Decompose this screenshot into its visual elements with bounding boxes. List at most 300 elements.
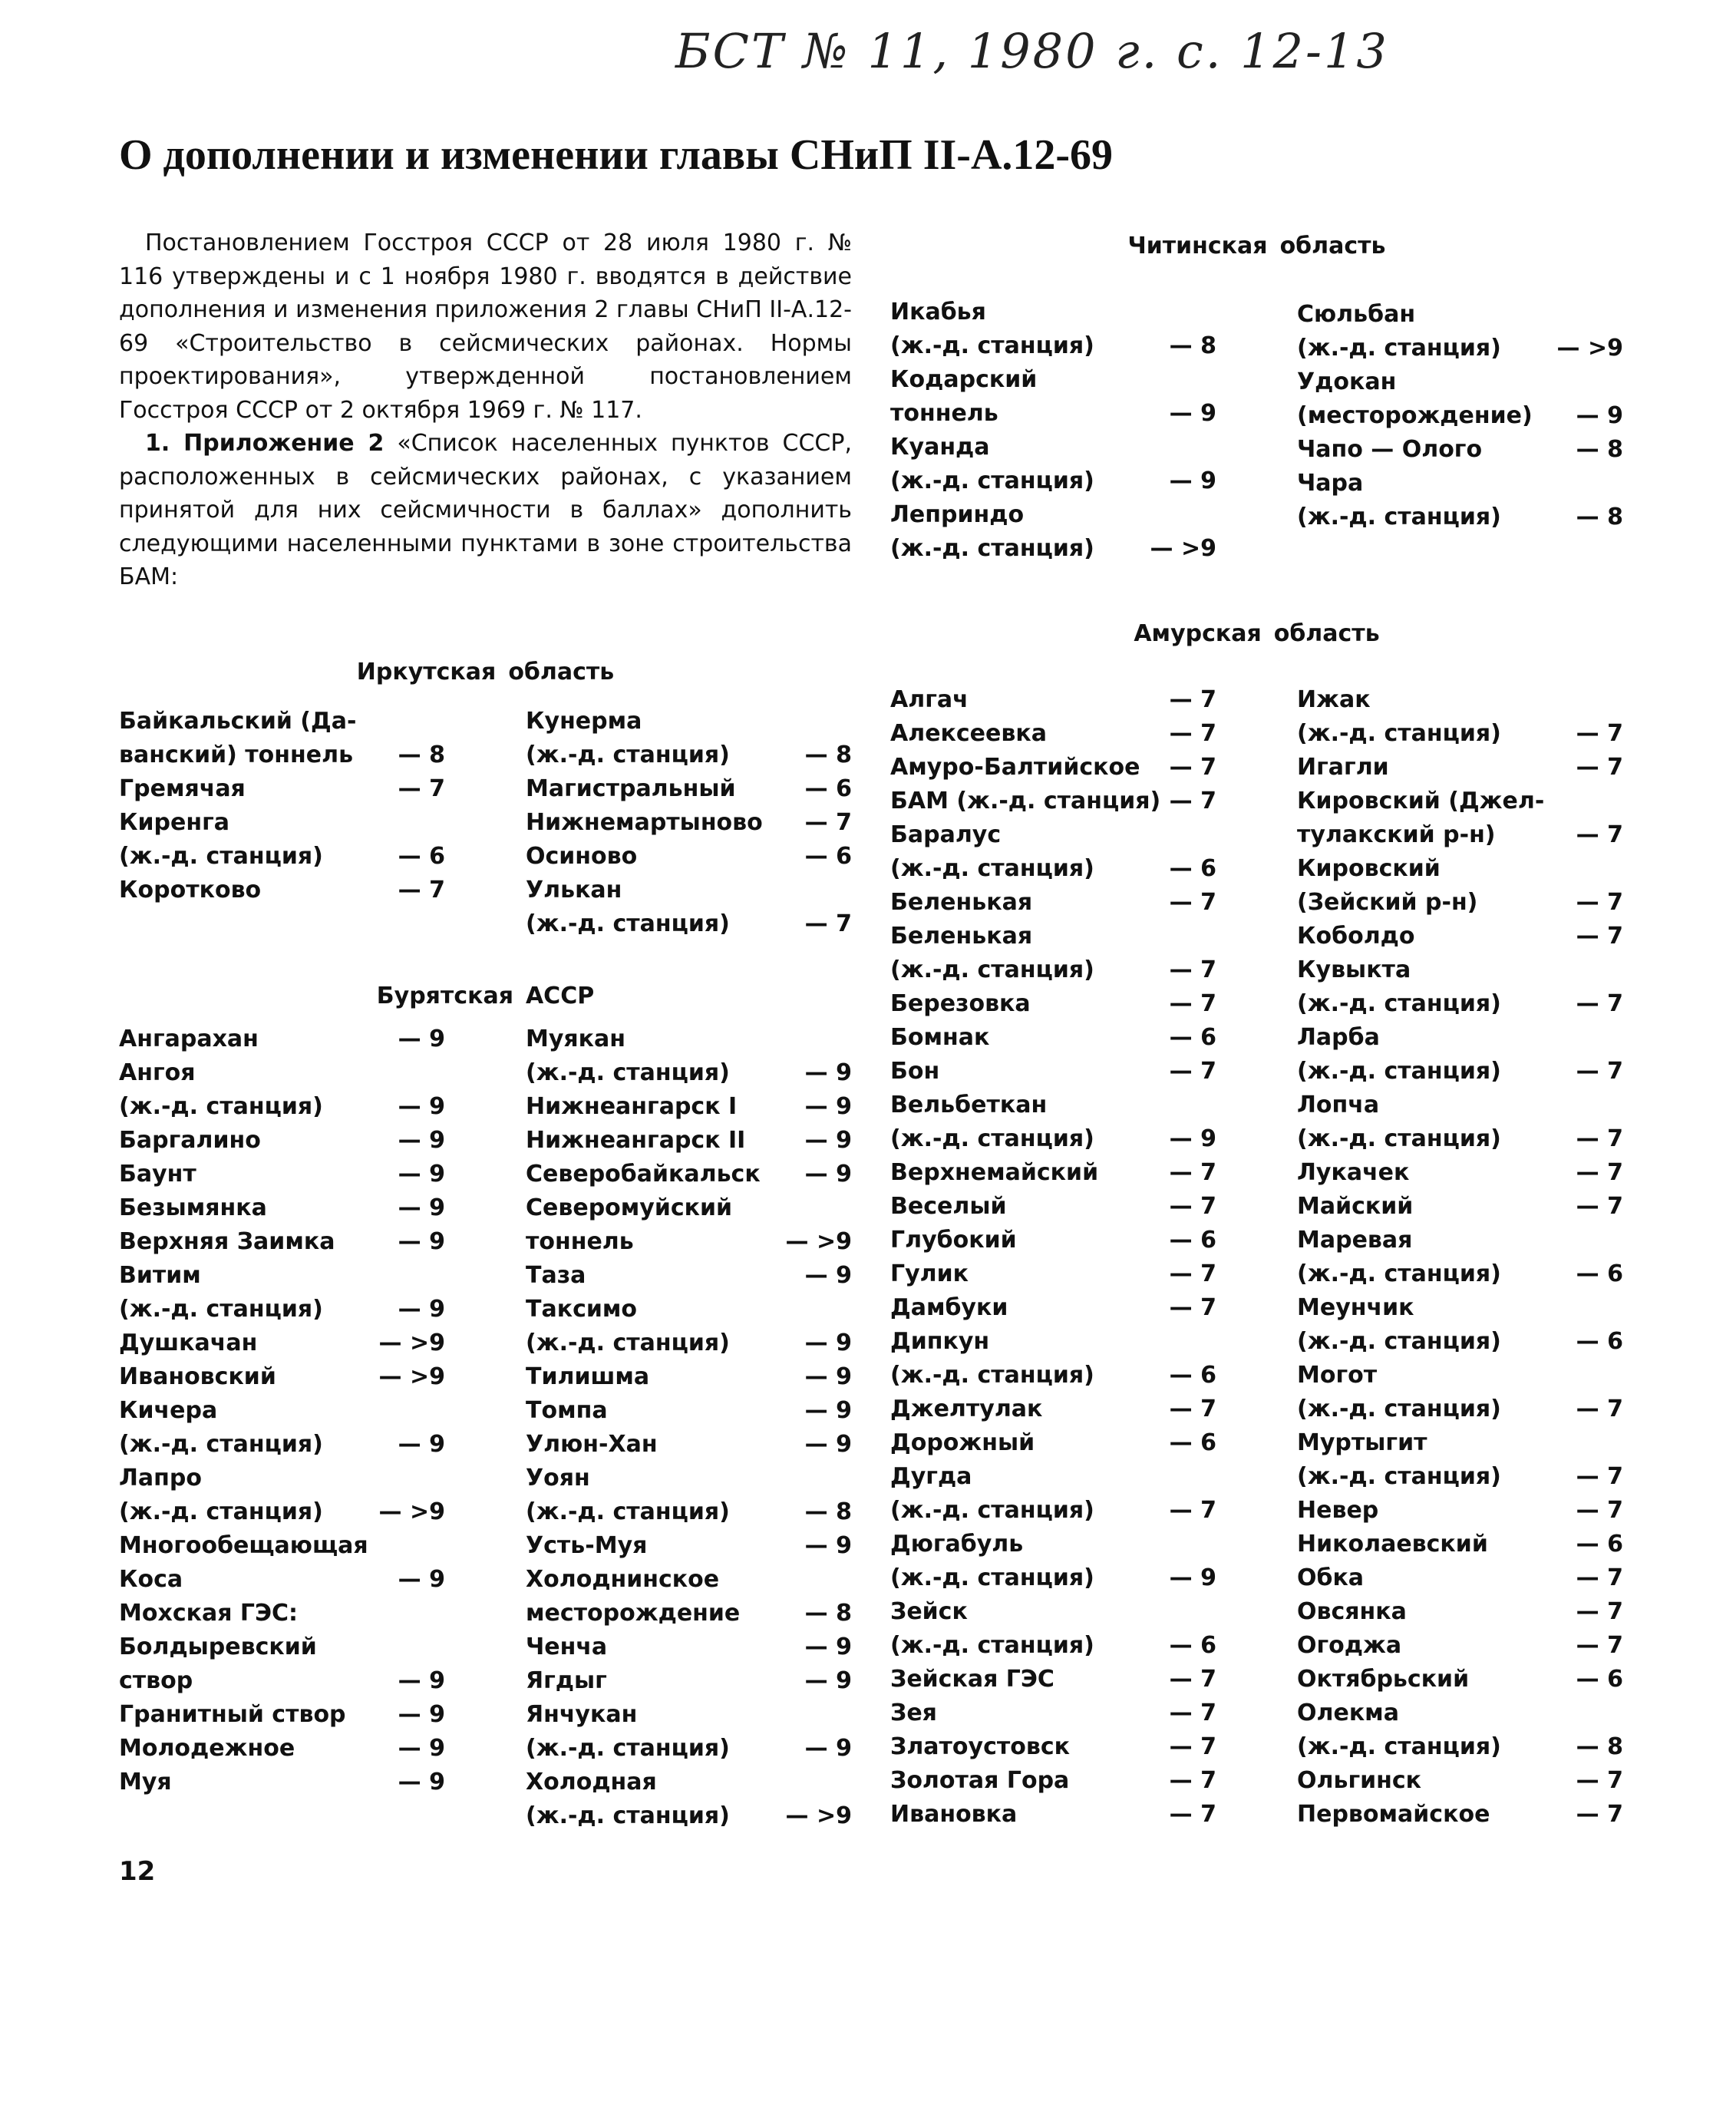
place-name-line: Душкачан <box>119 1330 258 1356</box>
place-name <box>526 1664 805 1698</box>
place-name <box>1297 1561 1576 1595</box>
place-name-line: Магистральный <box>526 775 736 802</box>
list-item <box>1297 433 1623 467</box>
place-name-line: (ж.-д. станция) <box>890 956 1094 983</box>
place-name-line: Невер <box>1297 1497 1379 1524</box>
list-item <box>526 1293 852 1360</box>
place-name <box>526 1428 805 1462</box>
list-item <box>890 1224 1216 1257</box>
list-item <box>1297 1629 1623 1663</box>
list-item <box>526 1529 852 1563</box>
place-name-line: Лапро <box>119 1465 202 1492</box>
place-name <box>890 1595 1170 1663</box>
list-item <box>1297 298 1623 365</box>
place-name <box>526 705 805 772</box>
seismicity-value: — 7 <box>1169 1294 1216 1321</box>
place-name <box>1297 1798 1576 1832</box>
list-item <box>890 1426 1216 1460</box>
list-item <box>1297 1089 1623 1156</box>
place-name-line: (ж.-д. станция) <box>890 1564 1094 1591</box>
seismicity-value: — 7 <box>398 775 445 802</box>
place-name-line: Улькан <box>526 877 622 904</box>
seismicity-value: — 8 <box>398 742 445 768</box>
list-item <box>890 1460 1216 1528</box>
seismicity-value: — 8 <box>1576 1733 1623 1760</box>
place-name-line: Дипкун <box>890 1328 990 1355</box>
place-name-line: (ж.-д. станция) <box>1297 1260 1501 1287</box>
list-item <box>890 1730 1216 1764</box>
place-name <box>890 785 1170 818</box>
seismicity-value: — 7 <box>1576 1193 1623 1220</box>
list-item <box>890 1696 1216 1730</box>
place-name-line: Томпа <box>526 1397 608 1424</box>
place-name <box>890 1089 1170 1156</box>
place-name-line: Нижнеангарск I <box>526 1093 738 1120</box>
place-name <box>1297 1224 1576 1291</box>
place-name <box>526 1022 805 1090</box>
seismicity-value: — 9 <box>804 1161 852 1188</box>
list-item <box>890 296 1216 363</box>
place-name-line: Таксимо <box>526 1296 638 1323</box>
place-name-line: Икабья <box>890 299 986 325</box>
place-name <box>119 1022 398 1056</box>
place-name <box>119 1462 379 1529</box>
buryat-list-right <box>526 1022 852 1833</box>
place-name-line: Чара <box>1297 470 1364 497</box>
list-item <box>526 1360 852 1394</box>
seismicity-value: — 9 <box>1169 1125 1216 1152</box>
list-item <box>890 1190 1216 1224</box>
place-name <box>890 1696 1170 1730</box>
place-name <box>890 886 1170 920</box>
seismicity-value: — 9 <box>398 1769 445 1796</box>
list-item <box>526 1394 852 1428</box>
seismicity-value: — 7 <box>1576 1767 1623 1794</box>
place-name <box>526 1462 805 1529</box>
place-name-line: Нижнеангарск II <box>526 1127 746 1154</box>
list-item <box>526 1766 852 1833</box>
place-name <box>119 705 398 772</box>
place-name <box>1297 298 1557 365</box>
place-name-line: Обка <box>1297 1564 1365 1591</box>
place-name-line: Коротково <box>119 877 262 904</box>
seismicity-value: — 9 <box>804 1127 852 1154</box>
place-name-line: (месторождение) <box>1297 402 1533 429</box>
page-title: О дополнении и изменении главы СНиП II-А.12-69 <box>119 131 1114 179</box>
place-name-line: Ангарахан <box>119 1026 259 1052</box>
place-name <box>119 1597 445 1630</box>
seismicity-value: — 7 <box>1576 1396 1623 1422</box>
place-name-line: (ж.-д. станция) <box>890 855 1094 882</box>
list-item <box>890 1325 1216 1392</box>
irkutsk-list-left <box>119 705 445 907</box>
place-name-line: Верхняя Заимка <box>119 1228 335 1255</box>
seismicity-value: — 8 <box>804 1600 852 1627</box>
seismicity-value: — 7 <box>804 809 852 836</box>
place-name-line: (ж.-д. станция) <box>526 1802 730 1829</box>
place-name <box>1297 467 1576 534</box>
seismicity-value: — 6 <box>1169 1429 1216 1456</box>
list-item <box>1297 1426 1623 1494</box>
place-name-line: Байкальский (Да- <box>119 708 357 735</box>
seismicity-value: — 7 <box>1169 1058 1216 1085</box>
place-name <box>119 1360 379 1394</box>
seismicity-value: — 9 <box>398 1431 445 1458</box>
list-item <box>1297 1359 1623 1426</box>
seismicity-value: — 9 <box>804 1059 852 1086</box>
place-name-line: Молодежное <box>119 1735 295 1762</box>
place-name-line: Коса <box>119 1566 183 1593</box>
list-item <box>119 1158 445 1191</box>
seismicity-value: — 9 <box>804 1363 852 1390</box>
place-name-line: (Зейский р-н) <box>1297 889 1478 916</box>
place-name <box>1297 1696 1576 1764</box>
section-amur-word-2: область <box>1273 620 1380 647</box>
seismicity-value: — 9 <box>398 1026 445 1052</box>
place-name <box>526 840 805 874</box>
place-name <box>1297 1595 1576 1629</box>
place-name-line: (ж.-д. станция) <box>1297 720 1501 747</box>
place-name-line: Ивановка <box>890 1801 1018 1828</box>
place-name <box>1297 1663 1576 1696</box>
list-item <box>890 1257 1216 1291</box>
place-name <box>890 1764 1170 1798</box>
place-name-line: Баунт <box>119 1161 196 1188</box>
place-name-line: Болдыревский <box>119 1634 317 1660</box>
list-item <box>1297 751 1623 785</box>
place-name-line: (ж.-д. станция) <box>1297 1463 1501 1490</box>
place-name <box>526 1124 805 1158</box>
place-name-line: ванский) тоннель <box>119 742 354 768</box>
seismicity-value: — 7 <box>1169 1733 1216 1760</box>
place-name-line: (ж.-д. станция) <box>1297 1058 1501 1085</box>
seismicity-value: — 7 <box>1576 1497 1623 1524</box>
place-name <box>890 1257 1170 1291</box>
irkutsk-list-right <box>526 705 852 941</box>
seismicity-value: — 9 <box>398 1127 445 1154</box>
seismicity-value: — 7 <box>1576 1801 1623 1828</box>
place-name-line: Глубокий <box>890 1227 1017 1254</box>
seismicity-value: — >9 <box>378 1363 445 1390</box>
seismicity-value: — 9 <box>398 1701 445 1728</box>
place-name <box>526 1360 805 1394</box>
place-name-line: (ж.-д. станция) <box>1297 1733 1501 1760</box>
place-name-line: (ж.-д. станция) <box>890 1125 1094 1152</box>
intro-text <box>119 226 852 594</box>
list-item <box>890 785 1216 818</box>
seismicity-value: — 9 <box>1169 400 1216 427</box>
list-item <box>890 1798 1216 1832</box>
place-name-line: Витим <box>119 1262 201 1289</box>
seismicity-value: — 9 <box>398 1296 445 1323</box>
place-name-line: Маревая <box>1297 1227 1413 1254</box>
seismicity-value: — 9 <box>804 1431 852 1458</box>
place-name <box>890 1798 1170 1832</box>
place-name-line: Холодная <box>526 1769 657 1796</box>
seismicity-value: — 7 <box>1169 956 1216 983</box>
place-name <box>1297 1426 1576 1494</box>
list-item <box>526 705 852 772</box>
list-item <box>526 1191 852 1259</box>
seismicity-value: — 7 <box>398 877 445 904</box>
list-item <box>890 1528 1216 1595</box>
seismicity-value: — 7 <box>1169 1767 1216 1794</box>
list-item <box>526 772 852 806</box>
place-name <box>526 1698 805 1766</box>
place-name-line: (ж.-д. станция) <box>1297 1396 1501 1422</box>
seismicity-value: — 7 <box>1576 1058 1623 1085</box>
place-name-line: (ж.-д. станция) <box>890 1362 1094 1389</box>
place-name <box>1297 953 1576 1021</box>
seismicity-value: — 9 <box>398 1161 445 1188</box>
place-name-line: Ларба <box>1297 1024 1380 1051</box>
place-name <box>119 1259 398 1326</box>
list-item <box>526 874 852 941</box>
seismicity-value: — 7 <box>1576 1159 1623 1186</box>
place-name-line: Улюн-Хан <box>526 1431 658 1458</box>
seismicity-value: — 7 <box>1576 1632 1623 1659</box>
section-buryat-word-2: АССР <box>525 983 595 1009</box>
section-chita-heading <box>890 233 1623 259</box>
page-number: 12 <box>119 1856 156 1887</box>
place-name <box>526 1090 805 1124</box>
seismicity-value: — 9 <box>398 1228 445 1255</box>
place-name <box>890 920 1170 987</box>
buryat-list-left <box>119 1022 445 1799</box>
place-name <box>890 683 1170 717</box>
intro-paragraph-1: Постановлением Госстроя СССР от 28 июля 1980 г. № 116 утверждены и с 1 ноября 1980 г. вводятся в действие дополнения и изменения приложения 2 главы СНиП II-А.12-69 «Строительство в сейсмических районах. Нормы проектирования», утвержденной постановлением Госстроя СССР от 2 октября 1969 г. № 117. <box>119 230 852 424</box>
place-name <box>890 717 1170 751</box>
place-name <box>1297 1494 1576 1528</box>
place-name <box>890 498 1150 566</box>
list-item <box>119 874 445 907</box>
list-item <box>526 1259 852 1293</box>
place-name-line: Бомнак <box>890 1024 990 1051</box>
list-item <box>1297 683 1623 751</box>
place-name-line: Баргалино <box>119 1127 261 1154</box>
list-item <box>1297 1561 1623 1595</box>
list-item <box>1297 785 1623 852</box>
seismicity-value: — 6 <box>1169 1024 1216 1051</box>
list-item <box>526 1022 852 1090</box>
place-name-line: Муякан <box>526 1026 626 1052</box>
seismicity-value: — 9 <box>804 1634 852 1660</box>
seismicity-value: — 7 <box>1169 788 1216 814</box>
place-name <box>890 987 1170 1021</box>
place-name-line: (ж.-д. станция) <box>1297 504 1501 530</box>
list-item <box>1297 1190 1623 1224</box>
place-name <box>1297 1359 1576 1426</box>
section-irkutsk-heading <box>119 659 852 685</box>
list-item <box>890 1156 1216 1190</box>
section-amur-word-1: Амурская <box>1134 620 1262 647</box>
place-name-line: Олекма <box>1297 1700 1399 1726</box>
place-name <box>1297 1528 1576 1561</box>
seismicity-value: — 8 <box>804 742 852 768</box>
list-item <box>890 717 1216 751</box>
place-name <box>526 1630 805 1664</box>
place-name-line: Дюгабуль <box>890 1531 1024 1558</box>
place-name <box>119 1326 379 1360</box>
place-name-line: Вельбеткан <box>890 1092 1048 1118</box>
place-name-line: Осиново <box>526 843 638 870</box>
list-item <box>119 1360 445 1394</box>
list-item <box>1297 1494 1623 1528</box>
place-name <box>119 1056 398 1124</box>
place-name <box>119 1225 398 1259</box>
list-item <box>119 1529 445 1597</box>
place-name-line: Веселый <box>890 1193 1007 1220</box>
place-name <box>526 1394 805 1428</box>
list-item <box>890 1291 1216 1325</box>
place-name <box>890 1663 1170 1696</box>
place-name <box>119 1529 398 1597</box>
place-name-line: Усть-Муя <box>526 1532 648 1559</box>
seismicity-value: — 9 <box>804 1735 852 1762</box>
section-buryat-heading <box>119 983 852 1009</box>
place-name <box>526 1293 805 1360</box>
list-item <box>526 1158 852 1191</box>
place-name-line: месторождение <box>526 1600 741 1627</box>
list-item <box>890 1089 1216 1156</box>
seismicity-value: — 7 <box>1576 821 1623 848</box>
place-name-line: Могот <box>1297 1362 1378 1389</box>
list-item <box>1297 1291 1623 1359</box>
list-item <box>1297 365 1623 433</box>
place-name <box>526 874 805 941</box>
place-name <box>526 806 805 840</box>
place-name-line: Алексеевка <box>890 720 1047 747</box>
list-item <box>890 498 1216 566</box>
place-name-line: (ж.-д. станция) <box>890 1497 1094 1524</box>
seismicity-value: — 7 <box>1169 686 1216 713</box>
place-name <box>1297 785 1576 852</box>
seismicity-value: — 6 <box>1576 1328 1623 1355</box>
place-name-line: Кунерма <box>526 708 642 735</box>
seismicity-value: — 9 <box>804 1262 852 1289</box>
seismicity-value: — 9 <box>804 1397 852 1424</box>
seismicity-value: — 9 <box>804 1532 852 1559</box>
seismicity-value: — 6 <box>1169 1227 1216 1254</box>
place-name-line: Коболдо <box>1297 923 1415 950</box>
place-name-line: Ижак <box>1297 686 1371 713</box>
list-item <box>119 1191 445 1225</box>
seismicity-value: — 7 <box>1169 1396 1216 1422</box>
place-name <box>119 1158 398 1191</box>
place-name-line: Таза <box>526 1262 586 1289</box>
seismicity-value: — 7 <box>1169 990 1216 1017</box>
place-name-line: Октябрьский <box>1297 1666 1470 1693</box>
place-name <box>890 1460 1170 1528</box>
place-name-line: створ <box>119 1667 193 1694</box>
place-name-line: Гулик <box>890 1260 969 1287</box>
place-name-line: Холоднинское <box>526 1566 720 1593</box>
seismicity-value: — 6 <box>1576 1666 1623 1693</box>
seismicity-value: — 9 <box>398 1735 445 1762</box>
place-name-line: (ж.-д. станция) <box>890 535 1094 562</box>
place-name-line: (ж.-д. станция) <box>119 843 323 870</box>
seismicity-value: — 6 <box>1576 1260 1623 1287</box>
list-item <box>890 886 1216 920</box>
list-item <box>526 806 852 840</box>
place-name <box>119 1766 398 1799</box>
seismicity-value: — 7 <box>1576 1463 1623 1490</box>
place-name <box>1297 365 1576 433</box>
place-name-line: Баралус <box>890 821 1002 848</box>
place-name-line: Ягдыг <box>526 1667 607 1694</box>
seismicity-value: — 9 <box>804 1667 852 1694</box>
place-name <box>1297 683 1576 751</box>
seismicity-value: — 8 <box>1576 504 1623 530</box>
place-name <box>119 1191 398 1225</box>
list-item <box>119 1056 445 1124</box>
place-name-line: Леприндо <box>890 501 1025 528</box>
seismicity-value: — 6 <box>1169 1632 1216 1659</box>
amur-list-left <box>890 683 1216 1832</box>
place-name <box>890 1055 1170 1089</box>
seismicity-value: — 7 <box>1169 1801 1216 1828</box>
place-name <box>1297 1156 1576 1190</box>
list-item <box>1297 1528 1623 1561</box>
place-name-line: тулакский р-н) <box>1297 821 1496 848</box>
place-name-line: БАМ (ж.-д. станция) <box>890 788 1161 814</box>
list-item <box>119 1326 445 1360</box>
seismicity-value: — 7 <box>1576 990 1623 1017</box>
place-name-line: Меунчик <box>1297 1294 1414 1321</box>
list-item <box>890 1595 1216 1663</box>
place-name <box>526 1158 805 1191</box>
list-item <box>1297 852 1623 920</box>
section-irkutsk-word-1: Иркутская <box>356 659 497 685</box>
seismicity-value: — 6 <box>804 843 852 870</box>
place-name <box>1297 852 1576 920</box>
list-item <box>890 431 1216 498</box>
place-name <box>119 1732 398 1766</box>
place-name-line: Ивановский <box>119 1363 276 1390</box>
list-item <box>119 1259 445 1326</box>
list-item <box>890 1663 1216 1696</box>
place-name-line: Первомайское <box>1297 1801 1490 1828</box>
list-item <box>526 1630 852 1664</box>
place-name-line: Игагли <box>1297 754 1389 781</box>
list-item <box>890 1055 1216 1089</box>
list-item <box>1297 1021 1623 1089</box>
seismicity-value: — 9 <box>398 1566 445 1593</box>
place-name-line: Зея <box>890 1700 937 1726</box>
place-name-line: (ж.-д. станция) <box>1297 990 1501 1017</box>
seismicity-value: — 7 <box>1169 1497 1216 1524</box>
list-item <box>890 987 1216 1021</box>
list-item <box>119 1124 445 1158</box>
place-name-line: Чапо — Ологo <box>1297 436 1483 463</box>
seismicity-value: — 9 <box>1169 1564 1216 1591</box>
list-item <box>526 840 852 874</box>
list-item <box>119 1394 445 1462</box>
place-name-line: (ж.-д. станция) <box>119 1093 323 1120</box>
seismicity-value: — 7 <box>1576 1564 1623 1591</box>
place-name-line: Овсянка <box>1297 1598 1407 1625</box>
section-amur-heading <box>890 620 1623 647</box>
section-chita-word-1: Читинская <box>1127 233 1268 259</box>
place-name-line: Ольгинск <box>1297 1767 1422 1794</box>
place-name <box>526 1191 786 1259</box>
list-item <box>890 683 1216 717</box>
place-name-line: Кодарский <box>890 366 1038 393</box>
place-name-line: (ж.-д. станция) <box>1297 1328 1501 1355</box>
list-item <box>1297 1156 1623 1190</box>
place-name-line: Ченча <box>526 1634 608 1660</box>
place-name <box>1297 1291 1576 1359</box>
